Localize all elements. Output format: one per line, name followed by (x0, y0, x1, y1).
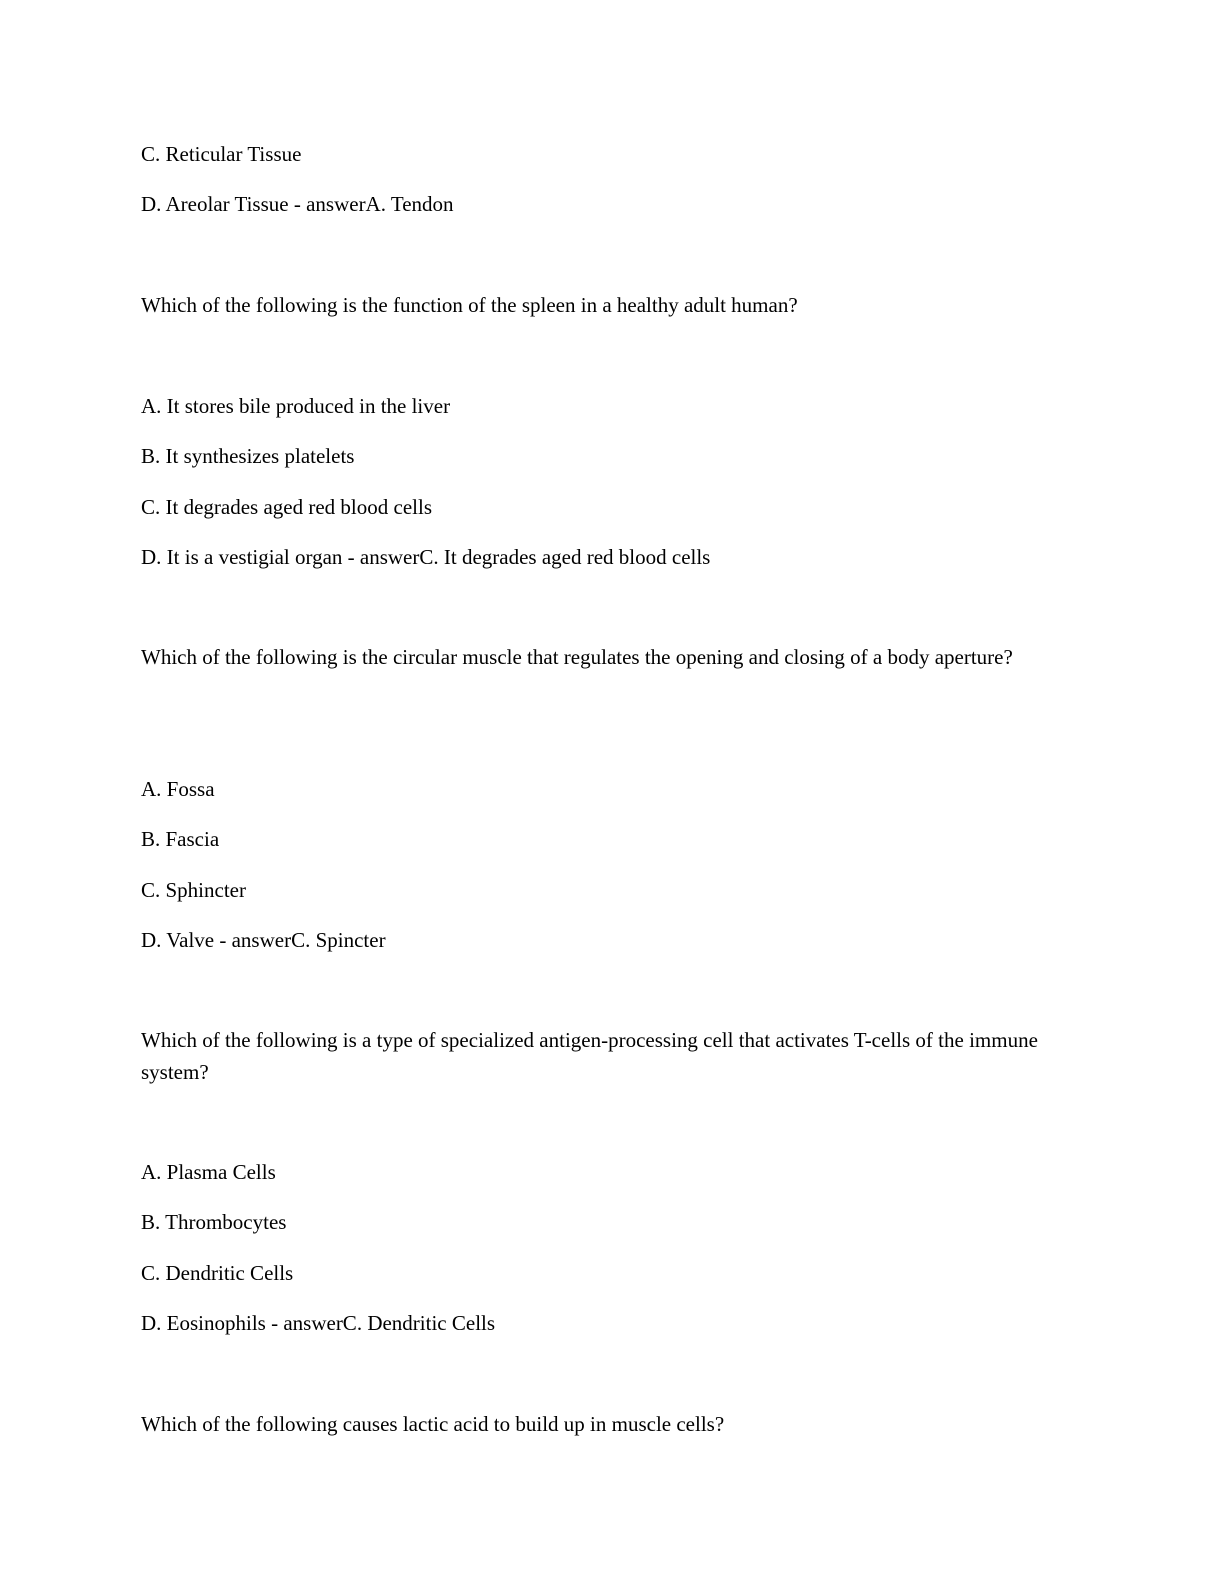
question-line: Which of the following is a type of specialized antigen-processing cell that activates T-cells of the immune system? (141, 1028, 1038, 1084)
answer-line: D. It is a vestigial organ - answerC. It degrades aged red blood cells (141, 545, 711, 569)
option-line: B. Fascia (141, 827, 220, 851)
answer-line: D. Areolar Tissue - answerA. Tendon (141, 192, 454, 216)
answer-line: D. Eosinophils - answerC. Dendritic Cells (141, 1311, 496, 1335)
question-line: Which of the following is the function of the spleen in a healthy adult human? (141, 293, 798, 317)
option-line: C. Sphincter (141, 878, 246, 902)
option-line: A. Plasma Cells (141, 1160, 276, 1184)
option-line: A. It stores bile produced in the liver (141, 394, 451, 418)
option-line: B. Thrombocytes (141, 1210, 287, 1234)
question-line: Which of the following causes lactic acid to build up in muscle cells? (141, 1412, 725, 1436)
question-line: Which of the following is the circular muscle that regulates the opening and closing of a body aperture? (141, 645, 1013, 669)
option-line: C. Dendritic Cells (141, 1261, 294, 1285)
option-line: C. It degrades aged red blood cells (141, 495, 432, 519)
answer-line: D. Valve - answerC. Spincter (141, 928, 386, 952)
option-line: B. It synthesizes platelets (141, 444, 355, 468)
option-line: A. Fossa (141, 777, 215, 801)
option-line: C. Reticular Tissue (141, 142, 302, 166)
